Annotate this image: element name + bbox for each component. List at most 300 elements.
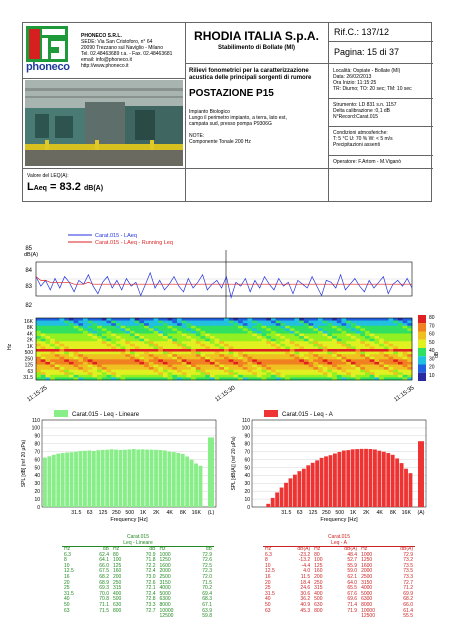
spectrogram-cell (356, 349, 361, 352)
spectrogram-cell (36, 362, 41, 365)
spectrogram-cell (116, 349, 121, 352)
spectrogram-cell (323, 372, 328, 375)
spectrogram-cell (243, 352, 248, 355)
spectrogram-cell (191, 321, 196, 324)
spectrogram-cell (290, 375, 295, 378)
total-bar (208, 437, 214, 507)
spectrogram-cell (360, 341, 365, 344)
spectrogram-cell (290, 362, 295, 365)
spectrogram-cell (398, 328, 403, 331)
spectrogram-cell (154, 321, 159, 324)
spectrogram-cell (163, 344, 168, 347)
spectrogram-cell (102, 341, 107, 344)
spectrogram-cell (262, 359, 267, 362)
spectrogram-cell (154, 341, 159, 344)
spectrogram-cell (370, 359, 375, 362)
spectrogram-cell (107, 367, 112, 370)
spectrogram-cell (403, 339, 408, 342)
spectrogram-cell (130, 372, 135, 375)
table-cell: 71.2 (403, 585, 413, 592)
table-cell: 71.1 (99, 601, 109, 608)
spectrogram-cell (351, 331, 356, 334)
spectrogram-cell (50, 318, 55, 321)
spectrogram-cell (88, 367, 93, 370)
spectrogram-cell (182, 321, 187, 324)
spectrogram-cell (88, 321, 93, 324)
spectrogram-cell (229, 339, 234, 342)
spectrogram-cell (351, 365, 356, 368)
spectrogram-cell (97, 336, 102, 339)
spectrogram-cell (266, 336, 271, 339)
spectrogram-cell (327, 331, 332, 334)
spectrogram-cell (210, 339, 215, 342)
spectrogram-cell (205, 357, 210, 360)
spectrogram-cell (351, 323, 356, 326)
leq-symbol: L (27, 181, 34, 193)
spectrogram-cell (205, 365, 210, 368)
spectrogram-cell (384, 352, 389, 355)
spectrogram-cell (64, 331, 69, 334)
spectrogram-cell (121, 372, 126, 375)
table-cell: 12500 (361, 613, 375, 620)
spectrogram-cell (243, 321, 248, 324)
spectrogram-cell (36, 344, 41, 347)
spectrogram-cell (121, 341, 126, 344)
spectrogram-cell (182, 326, 187, 329)
spectrogram-cell (229, 334, 234, 337)
spectrogram-cell (45, 336, 50, 339)
spectrogram-cell (210, 321, 215, 324)
xtick: 16K (401, 510, 411, 516)
spectrogram-cell (88, 354, 93, 357)
spectrogram-cell (323, 321, 328, 324)
instrument-block (333, 102, 397, 120)
spectrogram-cell (60, 357, 65, 360)
spectrogram-cell (224, 375, 229, 378)
spectrogram-cell (299, 328, 304, 331)
spectrogram-cell (356, 328, 361, 331)
spectrogram-cell (299, 318, 304, 321)
spectrogram-cell (332, 341, 337, 344)
spectrogram-cell (295, 365, 300, 368)
spectrogram-cell (280, 372, 285, 375)
spectrogram-cell (285, 372, 290, 375)
spectrogram-cell (304, 328, 309, 331)
spectrogram-cell (407, 354, 412, 357)
spectrogram-cell (205, 331, 210, 334)
spectrogram-cell (97, 326, 102, 329)
spectrogram-cell (177, 349, 182, 352)
spectrogram-cell (262, 365, 267, 368)
spectrogram-cell (370, 341, 375, 344)
spectrogram-cell (41, 331, 46, 334)
spectrogram-cell (45, 321, 50, 324)
spectrogram-cell (374, 352, 379, 355)
spectrogram-cell (135, 372, 140, 375)
spectrogram-cell (158, 318, 163, 321)
spectrogram-cell (97, 367, 102, 370)
spectrogram-cell (224, 344, 229, 347)
spectrogram-cell (64, 318, 69, 321)
spectrogram-cell (224, 346, 229, 349)
table-cell: 16 (265, 573, 271, 580)
spectrogram-cell (139, 370, 144, 373)
spectrogram-cell (97, 339, 102, 342)
spectrogram-cell (205, 318, 210, 321)
spectrogram-cell (60, 365, 65, 368)
spectrogram-cell (271, 323, 276, 326)
spectrogram-cell (144, 331, 149, 334)
spectrogram-cell (295, 334, 300, 337)
spectrogram-cell (83, 362, 88, 365)
spectrogram-cell (318, 321, 323, 324)
spectrogram-cell (342, 336, 347, 339)
spectrogram-cell (407, 367, 412, 370)
spectrogram-cell (172, 346, 177, 349)
spectrogram-cell (309, 357, 314, 360)
spectrogram-cell (266, 341, 271, 344)
spectrogram-cell (243, 365, 248, 368)
spectrogram-cell (186, 334, 191, 337)
spectrogram-cell (219, 341, 224, 344)
spectrogram-cell (266, 321, 271, 324)
spectrogram-cell (64, 339, 69, 342)
table-cell: 73.0 (145, 573, 156, 580)
spectrogram-cell (252, 326, 257, 329)
spectrogram-cell (55, 339, 60, 342)
spectrogram-cell (327, 372, 332, 375)
table-cell (133, 614, 158, 620)
spectrogram-cell (177, 336, 182, 339)
table-cell: 63 (265, 607, 271, 614)
spectrogram-cell (271, 346, 276, 349)
spectrogram-cell (365, 365, 370, 368)
spectrum-bar (83, 451, 87, 507)
spectrogram-cell (304, 349, 309, 352)
spectrogram-cell (280, 323, 285, 326)
spectrogram-cell (163, 357, 168, 360)
spectrogram-cell (389, 334, 394, 337)
spectrum-bar (324, 456, 328, 507)
spectrogram-cell (285, 375, 290, 378)
spectrogram-cell (389, 331, 394, 334)
spectrogram-cell (154, 318, 159, 321)
spectrogram-cell (172, 341, 177, 344)
spectrogram-cell (74, 326, 79, 329)
spectrogram-cell (262, 326, 267, 329)
location-line: Località: Ospiate - Bollate (MI) (333, 68, 401, 74)
spectrum-bar (377, 451, 381, 507)
spectrogram-cell (158, 321, 163, 324)
spectrogram-cell (327, 349, 332, 352)
spectrogram-cell (403, 321, 408, 324)
spectrogram-cell (332, 323, 337, 326)
spectrogram-cell (356, 331, 361, 334)
spectrogram-cell (121, 354, 126, 357)
spectrogram-cell (154, 357, 159, 360)
spectrogram-cell (130, 341, 135, 344)
spectrogram-cell (88, 346, 93, 349)
spectrogram-cell (271, 357, 276, 360)
spectrogram-cell (403, 370, 408, 373)
table-cell: 200 (113, 573, 122, 580)
spectrogram-cell (243, 359, 248, 362)
spectrogram-cell (60, 341, 65, 344)
spectrogram-cell (252, 354, 257, 357)
ytick: 10 (244, 496, 250, 503)
spectrogram-cell (201, 334, 206, 337)
company-line: SEDE: Via San Cristoforo, n° 64 (81, 39, 153, 45)
spectrogram-cell (144, 362, 149, 365)
spectrogram-cell (313, 331, 318, 334)
spectrogram-cell (407, 370, 412, 373)
spectrogram-cell (158, 339, 163, 342)
spectrogram-cell (393, 370, 398, 373)
spectrogram-cell (285, 341, 290, 344)
spectrogram-cell (285, 344, 290, 347)
spectrogram-cell (290, 328, 295, 331)
spectrogram-cell (379, 359, 384, 362)
spectrogram-cell (219, 354, 224, 357)
spectrogram-cell (356, 354, 361, 357)
spectrogram-cell (107, 370, 112, 373)
spectrogram-cell (257, 336, 262, 339)
spectrogram-cell (186, 370, 191, 373)
company-email[interactable]: email: info@phoneco.it (81, 57, 132, 63)
spectrogram-cell (337, 326, 342, 329)
spectrogram-cell (177, 326, 182, 329)
table-cell: 62.1 (347, 573, 358, 580)
table-cell: 73.3 (145, 601, 156, 608)
spectrogram-cell (346, 339, 351, 342)
spectrogram-cell (74, 339, 79, 342)
spectrum-bar (333, 454, 337, 507)
spectrogram-cell (154, 375, 159, 378)
spectrogram-cell (64, 365, 69, 368)
spectrogram-cell (389, 328, 394, 331)
spectrogram-cell (144, 328, 149, 331)
table-cell: 40.9 (300, 601, 311, 608)
spectrogram-cell (135, 357, 140, 360)
spectrogram-cell (139, 334, 144, 337)
spectrogram-cell (201, 359, 206, 362)
table-cell (312, 614, 332, 620)
table-cell: 8000 (159, 601, 171, 608)
spectrogram-cell (74, 331, 79, 334)
table-cell: 72.5 (202, 562, 212, 569)
spectrogram-cell (337, 336, 342, 339)
spectrogram-cell (393, 344, 398, 347)
spectrogram-cell (55, 323, 60, 326)
spectrogram-cell (163, 375, 168, 378)
spectrogram-cell (238, 323, 243, 326)
spectrogram-cell (149, 367, 154, 370)
table-row (263, 614, 415, 620)
spectrogram-cell (177, 321, 182, 324)
spectrogram-cell (313, 359, 318, 362)
spectrogram-cell (257, 318, 262, 321)
spectrogram-cell (177, 372, 182, 375)
spectrogram-cell (219, 344, 224, 347)
spectrogram-cell (290, 349, 295, 352)
spectrogram-cell (92, 352, 97, 355)
spectrogram-cell (351, 362, 356, 365)
spectrogram-cell (389, 367, 394, 370)
spectrogram-cell (266, 362, 271, 365)
table-cell: 160 (314, 568, 323, 575)
spectrogram-cell (182, 323, 187, 326)
spectrogram-cell (346, 372, 351, 375)
spectrogram-cell (276, 367, 281, 370)
xtick: 2K (153, 510, 160, 516)
table-cell: 65.5 (347, 585, 358, 592)
spectrogram-cell (407, 328, 412, 331)
spectrogram-cell (154, 367, 159, 370)
spectrogram-cell (360, 367, 365, 370)
spectrogram-cell (168, 339, 173, 342)
spectrogram-cell (74, 365, 79, 368)
spectrogram-cell (233, 344, 238, 347)
spectrogram-cell (125, 328, 130, 331)
spectrogram-cell (224, 352, 229, 355)
ytick: 20 (34, 488, 40, 495)
spectrogram-cell (323, 334, 328, 337)
spectrogram-cell (97, 328, 102, 331)
spectrogram-cell (121, 370, 126, 373)
spectrogram-cell (393, 321, 398, 324)
spectrogram-cell (102, 372, 107, 375)
spectrogram-cell (205, 372, 210, 375)
spectrogram-cell (309, 372, 314, 375)
spectrogram-cell (337, 341, 342, 344)
spectrogram-cell (332, 359, 337, 362)
spectrogram-cell (168, 349, 173, 352)
spectrogram-cell (219, 367, 224, 370)
spectrogram-cell (346, 331, 351, 334)
table-cell: 69.3 (99, 585, 109, 592)
spectrogram-cell (60, 321, 65, 324)
spectrogram-cell (201, 365, 206, 368)
color-scale-swatch (418, 323, 426, 331)
spectrogram-cell (92, 367, 97, 370)
spectrogram-cell (407, 341, 412, 344)
spectrogram-cell (295, 328, 300, 331)
spectrogram-cell (389, 318, 394, 321)
xlabel: Frequency [Hz] (110, 517, 148, 523)
spectrogram-cell (285, 367, 290, 370)
table-cell: 52.7 (347, 557, 358, 564)
note-label: NOTE: (189, 133, 205, 139)
spectrogram-cell (219, 334, 224, 337)
spectrogram-cell (374, 334, 379, 337)
spectrogram-cell (398, 336, 403, 339)
spectrogram-cell (102, 318, 107, 321)
spectrum-bar (132, 449, 136, 507)
spectrogram-cell (78, 346, 83, 349)
spectrogram-cell (271, 354, 276, 357)
spectrogram-cell (337, 321, 342, 324)
spectrogram-cell (238, 375, 243, 378)
spectrogram-cell (280, 359, 285, 362)
spectrogram-cell (102, 362, 107, 365)
table-cell: 80 (113, 551, 119, 558)
spectrogram-cell (318, 365, 323, 368)
spectrogram-cell (332, 375, 337, 378)
spectrum-bar (87, 450, 91, 507)
spectrogram-cell (365, 339, 370, 342)
spectrogram-cell (139, 328, 144, 331)
spectrogram-cell (64, 323, 69, 326)
spectrogram-cell (248, 372, 253, 375)
spectrogram-cell (323, 370, 328, 373)
spectrogram-cell (384, 375, 389, 378)
spectrogram-cell (276, 318, 281, 321)
spectrogram-cell (50, 352, 55, 355)
spectrogram-cell (342, 372, 347, 375)
color-scale-swatch (418, 340, 426, 348)
spectrogram-cell (111, 346, 116, 349)
spectrogram-cell (83, 370, 88, 373)
spectrogram-cell (125, 372, 130, 375)
spectrogram-cell (102, 321, 107, 324)
instrument-line: N°Record:Carat.015 (333, 114, 379, 120)
spectrogram-cell (266, 334, 271, 337)
xtick: 8K (179, 510, 187, 516)
spectrogram-cell (299, 346, 304, 349)
table-cell: 72.4 (145, 590, 156, 597)
spectrogram-cell (313, 346, 318, 349)
table-cell: 11.5 (300, 573, 311, 580)
spectrogram-cell (45, 318, 50, 321)
table-cell: 72.4 (145, 568, 156, 575)
spectrogram-cell (205, 321, 210, 324)
spectrogram-cell (374, 365, 379, 368)
spectrogram-cell (60, 331, 65, 334)
spectrogram-cell (295, 331, 300, 334)
spectrogram-cell (252, 336, 257, 339)
spectrogram-cell (243, 346, 248, 349)
spectrogram-cell (121, 367, 126, 370)
spectrogram-cell (290, 334, 295, 337)
spectrogram-cell (365, 336, 370, 339)
spectrogram-cell (149, 344, 154, 347)
spectrogram-cell (144, 346, 149, 349)
spectrogram-cell (323, 339, 328, 342)
spectrogram-cell (177, 318, 182, 321)
spectrogram-cell (102, 365, 107, 368)
survey-subject: Rilievi fonometrici per la caratterizzazione acustica delle principali sorgenti di rumore (189, 68, 312, 81)
spectrogram-cell (144, 339, 149, 342)
xtick: 250 (321, 510, 331, 516)
spectrogram-cell (41, 326, 46, 329)
note-block (189, 133, 326, 145)
spectrogram-cell (55, 331, 60, 334)
spectrogram-cell (182, 318, 187, 321)
spectrogram-cell (60, 339, 65, 342)
spectrogram-cell (327, 357, 332, 360)
spectrogram-cell (374, 362, 379, 365)
spectrogram-cell (210, 359, 215, 362)
spectrogram-cell (177, 341, 182, 344)
company-website[interactable]: http://www.phoneco.it (81, 63, 129, 69)
spectrogram-cell (346, 362, 351, 365)
table-cell: 72.3 (202, 568, 212, 575)
spectrogram-cell (238, 362, 243, 365)
spectrogram-cell (304, 359, 309, 362)
spectrogram-cell (121, 334, 126, 337)
spectrogram-cell (219, 331, 224, 334)
spectrogram-cell (224, 370, 229, 373)
